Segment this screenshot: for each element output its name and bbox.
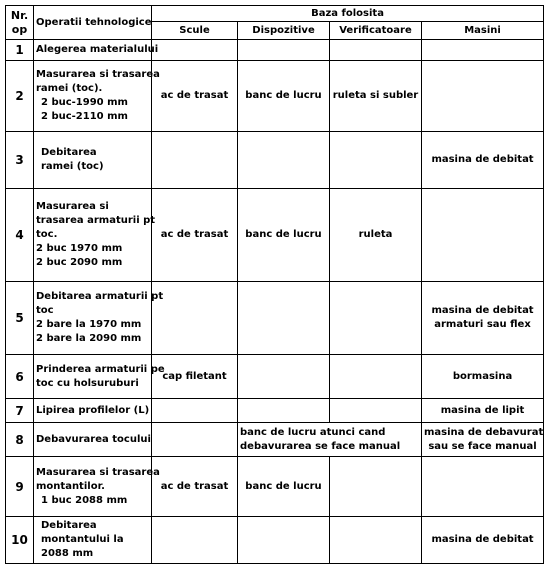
row-number: 5 [6, 282, 34, 355]
verificatoare-cell [330, 132, 422, 189]
scule-cell [152, 423, 238, 457]
operation-line: Debitarea [41, 520, 97, 531]
operation-line: Debavurarea tocului [36, 433, 151, 445]
operation-cell [34, 61, 160, 132]
table-row [6, 355, 544, 399]
masini-cell [422, 189, 544, 282]
dispozitive-cell [238, 399, 330, 423]
operation-line: 2 bare la 1970 mm [36, 319, 142, 330]
masini-cell [422, 457, 544, 517]
operation-line: Masurarea si [36, 201, 109, 212]
operation-cell [34, 40, 159, 61]
table-row [6, 517, 544, 564]
operation-cell [34, 423, 152, 457]
scule-cell [152, 399, 238, 423]
operation-line: 2 bare la 2090 mm [36, 333, 142, 344]
operation-line: Masurarea si trasarea [36, 466, 160, 478]
masini-line: armaturi sau flex [434, 319, 531, 330]
operation-line: 2 buc-2110 mm [41, 111, 128, 122]
row-number: 10 [6, 517, 34, 564]
table-row [6, 282, 544, 355]
scule-cell: ac de trasat [152, 457, 238, 517]
dispozitive-line: banc de lucru [245, 480, 322, 492]
masini-line: masina de debavurat [424, 426, 544, 438]
operation-cell [34, 282, 164, 355]
dispozitive-cell [238, 189, 330, 282]
masini-line: masina de debitat [431, 305, 534, 316]
operation-line: Lipirea profilelor (L) [36, 404, 150, 416]
scule-cell: cap filetant [152, 355, 238, 399]
operation-line: Debitarea [41, 147, 97, 158]
operation-line: 2 buc 1970 mm [36, 243, 123, 254]
header-nr [6, 6, 34, 40]
table-row [6, 423, 544, 457]
header-baza-folosita: Baza folosita [152, 6, 544, 22]
operation-line: toc. [36, 229, 58, 240]
verificatoare-cell [330, 355, 422, 399]
operations-table [5, 5, 544, 564]
operation-line: 2088 mm [41, 548, 94, 559]
masini-cell [422, 282, 544, 355]
verificatoare-cell: ruleta [330, 189, 422, 282]
operation-line: Prinderea armaturii pe [36, 363, 165, 375]
operation-cell [34, 399, 152, 423]
header-dispozitive: Dispozitive [238, 22, 330, 40]
scule-cell [152, 517, 238, 564]
operation-cell [34, 517, 152, 564]
header-scule: Scule [152, 22, 238, 40]
dispozitive-line: debavurarea se face manual [240, 440, 401, 452]
header-nr-line-2: op [11, 22, 28, 36]
verificatoare-cell [330, 40, 422, 61]
verificatoare-cell [330, 457, 422, 517]
operation-line: Masurarea si trasarea [36, 69, 160, 80]
scule-cell: ac de trasat [152, 189, 238, 282]
table-row [6, 189, 544, 282]
masini-cell [422, 355, 544, 399]
scule-cell [152, 282, 238, 355]
dispozitive-cell [238, 517, 330, 564]
row-number: 1 [6, 40, 34, 61]
row-number: 3 [6, 132, 34, 189]
masini-line: masina de debitat [431, 534, 534, 545]
verificatoare-cell: ruleta si subler [330, 61, 422, 132]
masini-line: bormasina [452, 370, 513, 382]
scule-cell [152, 132, 238, 189]
operation-line: ramei (toc). [36, 83, 103, 94]
dispozitive-cell [238, 355, 330, 399]
row-number: 7 [6, 399, 34, 423]
operation-cell [34, 457, 160, 517]
document [5, 5, 544, 564]
table-row [6, 457, 544, 517]
masini-cell [422, 132, 544, 189]
table-row [6, 399, 544, 423]
row-number: 6 [6, 355, 34, 399]
dispozitive-line: banc de lucru [245, 229, 322, 240]
dispozitive-cell [238, 61, 330, 132]
operation-line: Debitarea armaturii pt [36, 291, 164, 302]
masini-cell [422, 61, 544, 132]
row-number: 8 [6, 423, 34, 457]
masini-line: masina de debitat [431, 154, 534, 165]
operation-line: toc cu holsuruburi [36, 377, 139, 389]
verificatoare-cell [330, 282, 422, 355]
masini-line: masina de lipit [440, 404, 525, 416]
scule-cell [152, 40, 238, 61]
verificatoare-cell [330, 517, 422, 564]
operation-line: trasarea armaturii pt [36, 215, 156, 226]
header-verificatoare: Verificatoare [330, 22, 422, 40]
header-masini: Masini [422, 22, 544, 40]
masini-cell [422, 399, 544, 423]
verificatoare-cell [330, 399, 422, 423]
dispozitive-cell [238, 457, 330, 517]
operation-line: 2 buc 2090 mm [36, 257, 123, 268]
operation-line: montantilor. [36, 480, 105, 492]
dispozitive-cell [238, 132, 330, 189]
row-number: 9 [6, 457, 34, 517]
masini-line: sau se face manual [428, 440, 537, 452]
operation-line: montantului la [41, 534, 124, 545]
dispozitive-cell [238, 40, 330, 61]
table-row [6, 40, 544, 61]
dispozitive-cell [238, 282, 330, 355]
row-number: 2 [6, 61, 34, 132]
dispozitive-line: banc de lucru [245, 90, 322, 101]
masini-cell [422, 517, 544, 564]
table-row [6, 61, 544, 132]
dispozitive-line: banc de lucru atunci cand [240, 426, 386, 438]
operation-line: Alegerea materialului [36, 44, 159, 55]
masini-cell [422, 40, 544, 61]
operation-line: toc [36, 305, 54, 316]
header-operatii: Operatii tehnologice [34, 6, 152, 40]
header-row-top [6, 6, 544, 22]
operation-cell [34, 355, 165, 399]
masini-cell [422, 423, 544, 457]
table-row [6, 132, 544, 189]
operation-line: 2 buc-1990 mm [41, 97, 128, 108]
dispozitive-cell [238, 423, 422, 457]
operation-line: 1 buc 2088 mm [41, 494, 128, 506]
operation-cell [34, 132, 152, 189]
operation-cell [34, 189, 156, 282]
scule-cell: ac de trasat [152, 61, 238, 132]
operation-line: ramei (toc) [41, 161, 104, 172]
header-nr-line-1: Nr. [10, 8, 29, 22]
row-number: 4 [6, 189, 34, 282]
